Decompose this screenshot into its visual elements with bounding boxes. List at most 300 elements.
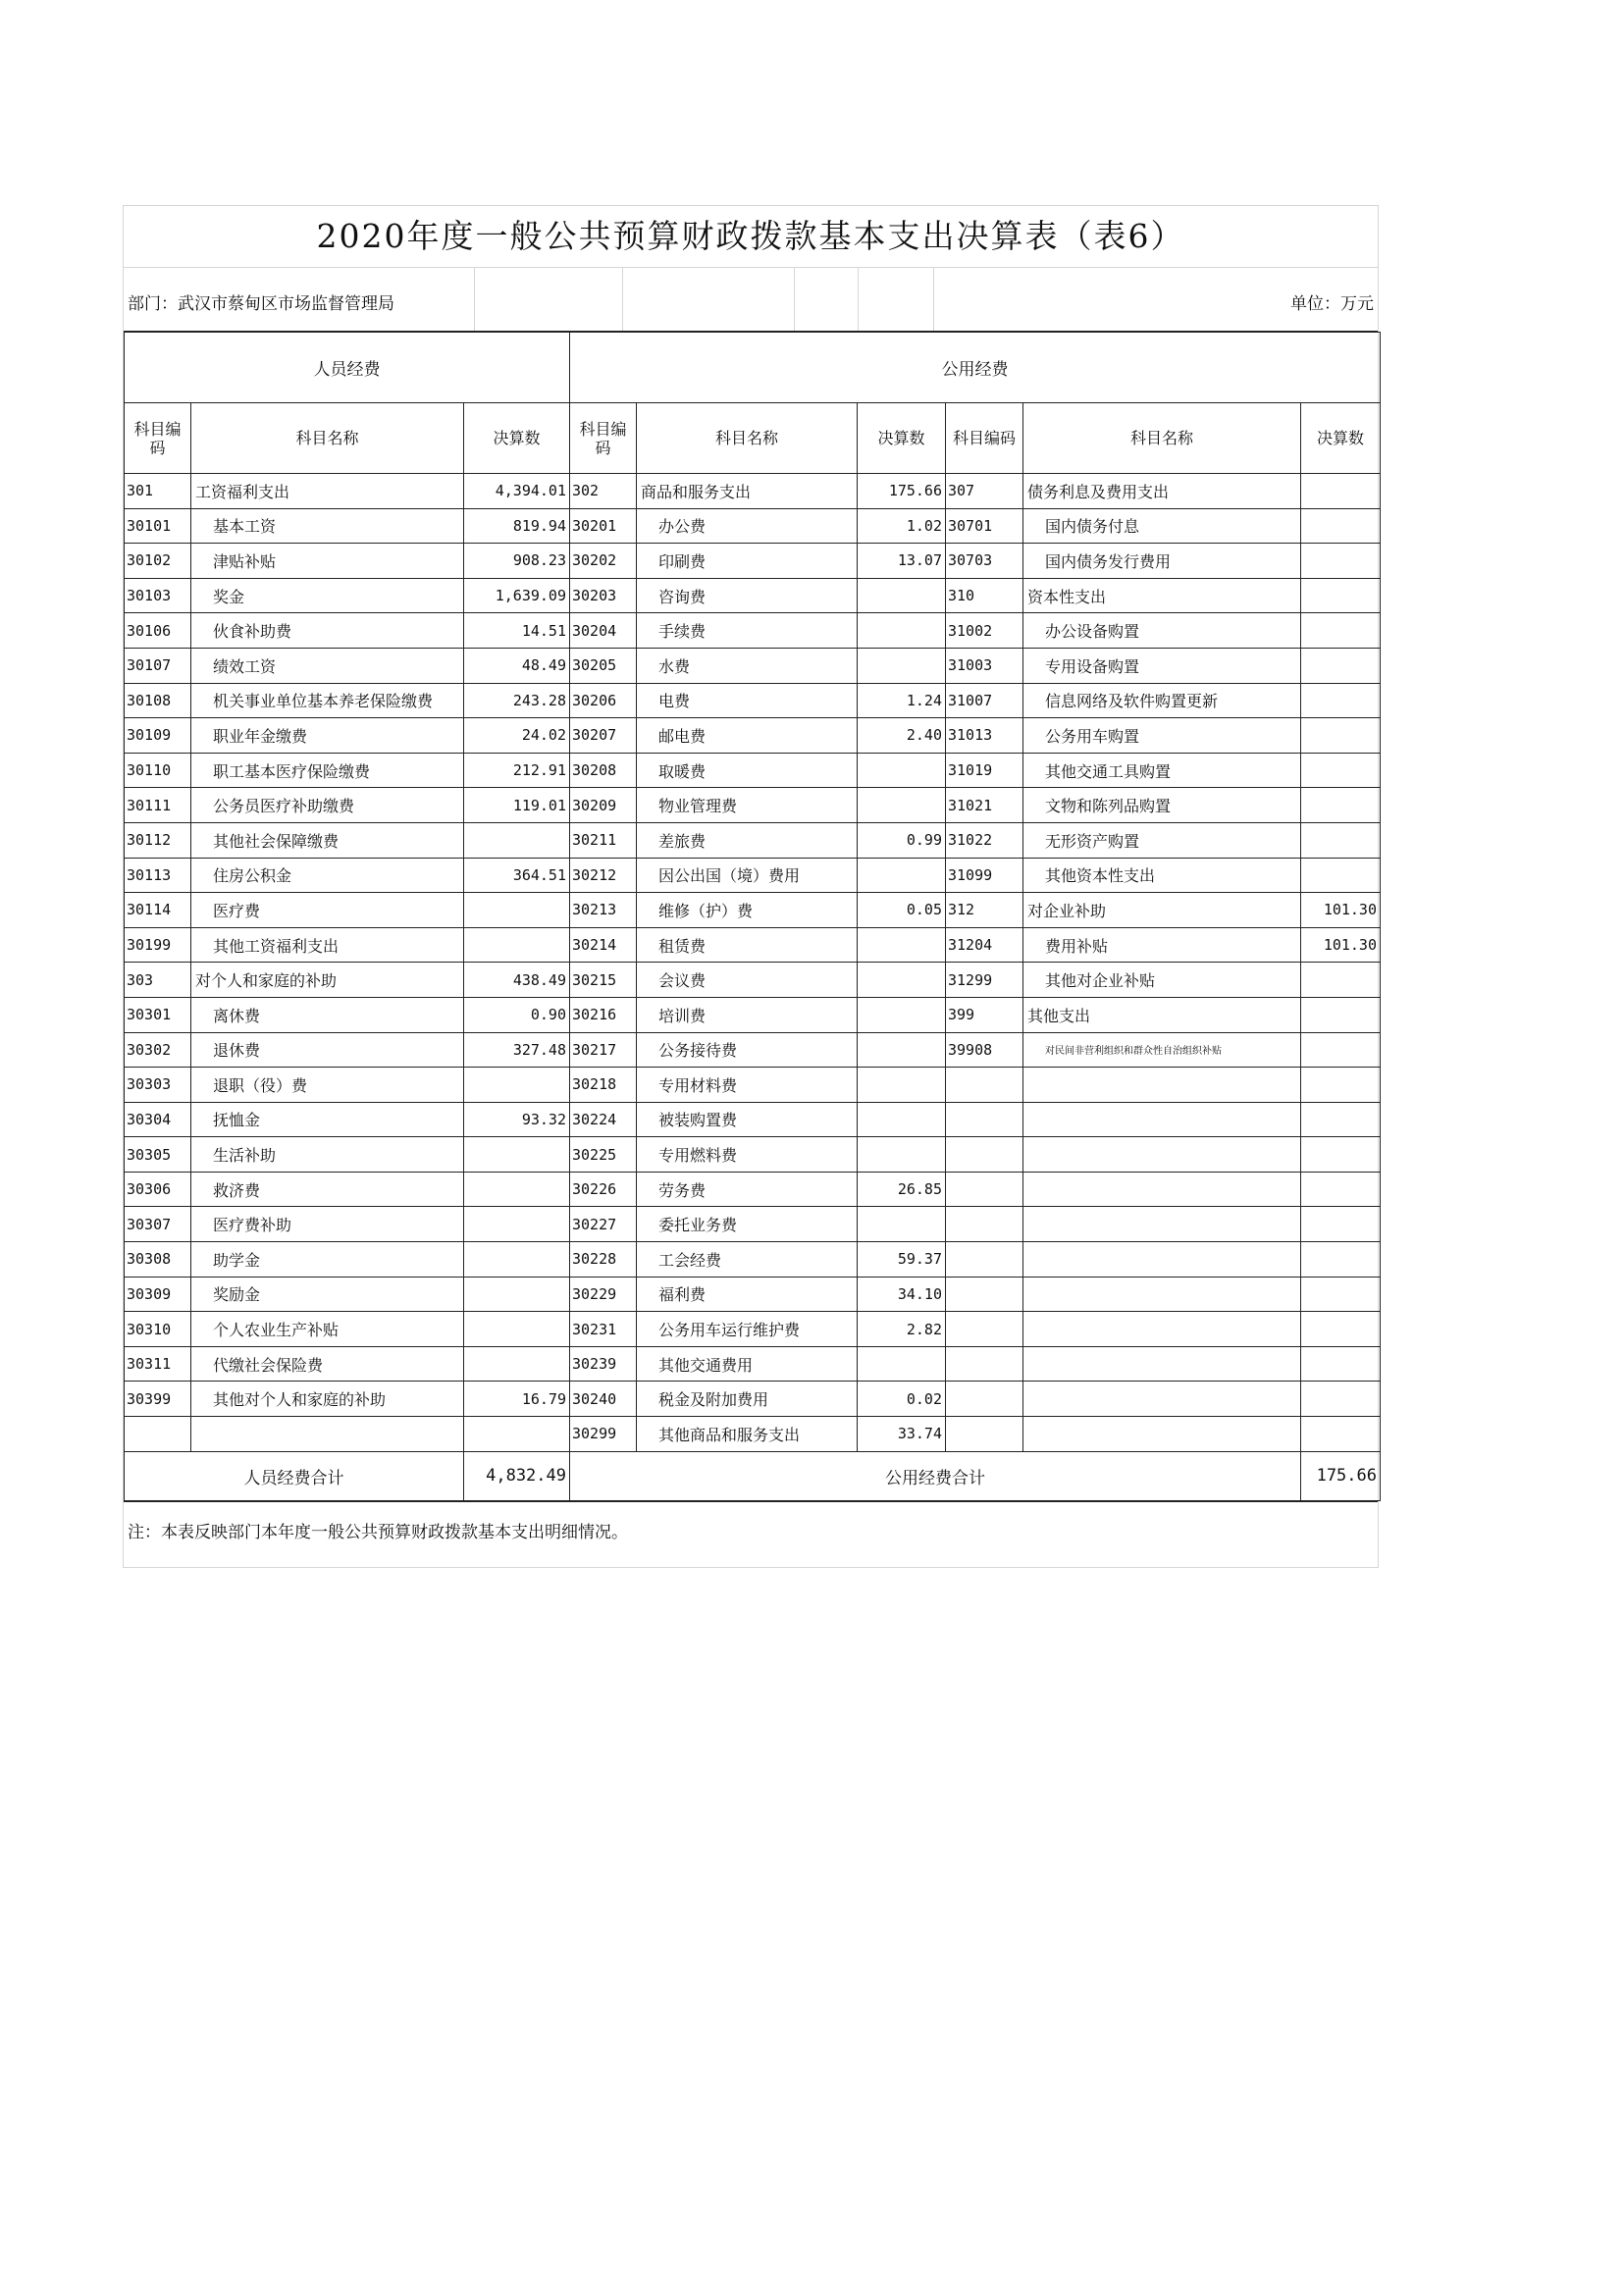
amount-cell [464,1242,570,1278]
personnel-total-label: 人员经费合计 [125,1451,464,1500]
subject-name [1023,1068,1301,1103]
col-header-name: 科目名称 [191,403,464,474]
amount-cell [1301,1312,1381,1347]
amount-cell [1301,1242,1381,1278]
table-row [125,1207,1381,1242]
subject-code: 30302 [125,1032,191,1068]
amount-cell: 1.02 [858,508,946,544]
subject-name: 国内债务发行费用 [1023,544,1301,579]
amount-cell [1301,1417,1381,1452]
table-row [125,1346,1381,1382]
subject-code: 310 [946,578,1023,613]
subject-code: 399 [946,997,1023,1032]
amount-cell: 13.07 [858,544,946,579]
subject-name [1023,1382,1301,1417]
subject-code: 307 [946,474,1023,509]
subject-code [946,1277,1023,1312]
table-row [125,1068,1381,1103]
expenditure-table [124,332,1381,1501]
amount-cell [858,963,946,998]
subject-code: 30225 [570,1137,637,1173]
subject-code [946,1242,1023,1278]
amount-cell [858,648,946,683]
subject-code: 30399 [125,1382,191,1417]
subject-name: 劳务费 [637,1172,858,1207]
subject-name: 其他商品和服务支出 [637,1417,858,1452]
amount-cell [1301,1102,1381,1137]
subject-code: 30107 [125,648,191,683]
subject-name: 对个人和家庭的补助 [191,963,464,998]
amount-cell: 175.66 [858,474,946,509]
amount-cell: 1,639.09 [464,578,570,613]
subject-code: 30206 [570,683,637,718]
amount-cell: 212.91 [464,753,570,788]
subject-code: 30224 [570,1102,637,1137]
amount-cell: 243.28 [464,683,570,718]
subject-name: 其他资本性支出 [1023,858,1301,893]
amount-cell [1301,613,1381,649]
amount-cell: 1.24 [858,683,946,718]
amount-cell: 16.79 [464,1382,570,1417]
amount-cell [1301,822,1381,858]
col-header-amount: 决算数 [464,403,570,474]
amount-cell [1301,648,1381,683]
subject-name [191,1417,464,1452]
unit-label: 单位：万元 [1290,294,1374,314]
subject-code: 30212 [570,858,637,893]
subject-name: 抚恤金 [191,1102,464,1137]
amount-cell [858,613,946,649]
amount-cell [464,1137,570,1173]
subject-code: 30211 [570,822,637,858]
subject-code: 30309 [125,1277,191,1312]
subject-code: 30311 [125,1346,191,1382]
table-row [125,753,1381,788]
amount-cell [1301,1346,1381,1382]
amount-cell [1301,858,1381,893]
amount-cell: 2.40 [858,718,946,754]
amount-cell: 48.49 [464,648,570,683]
table-row [125,997,1381,1032]
amount-cell [464,1207,570,1242]
table-row [125,1032,1381,1068]
subject-code: 30215 [570,963,637,998]
subject-name [1023,1346,1301,1382]
subject-code: 30109 [125,718,191,754]
subject-code [946,1172,1023,1207]
budget-sheet [123,205,1379,1568]
subject-name: 水费 [637,648,858,683]
subject-name: 其他对个人和家庭的补助 [191,1382,464,1417]
amount-cell [464,1312,570,1347]
table-row [125,1417,1381,1452]
subject-code [946,1346,1023,1382]
subject-code: 30213 [570,893,637,928]
subject-code: 312 [946,893,1023,928]
amount-cell: 327.48 [464,1032,570,1068]
subject-name: 电费 [637,683,858,718]
subject-name: 退职（役）费 [191,1068,464,1103]
subject-code: 30112 [125,822,191,858]
subject-name: 伙食补助费 [191,613,464,649]
subject-code: 31299 [946,963,1023,998]
amount-cell [464,1417,570,1452]
subject-name: 职业年金缴费 [191,718,464,754]
subject-code: 30217 [570,1032,637,1068]
table-row [125,683,1381,718]
subject-name: 其他支出 [1023,997,1301,1032]
subject-code [946,1068,1023,1103]
col-header-code: 科目编码 [570,403,637,474]
subject-name: 费用补贴 [1023,927,1301,963]
subject-name: 其他社会保障缴费 [191,822,464,858]
subject-name: 委托业务费 [637,1207,858,1242]
subject-name: 差旅费 [637,822,858,858]
subject-code: 30111 [125,788,191,823]
subject-name: 退休费 [191,1032,464,1068]
subject-code: 30103 [125,578,191,613]
subject-code: 31021 [946,788,1023,823]
amount-cell [1301,1137,1381,1173]
subject-code: 30218 [570,1068,637,1103]
subject-code: 303 [125,963,191,998]
department-label: 部门：武汉市蔡甸区市场监督管理局 [128,294,394,314]
subject-name: 津贴补贴 [191,544,464,579]
subject-code: 31013 [946,718,1023,754]
subject-name [1023,1242,1301,1278]
amount-cell: 14.51 [464,613,570,649]
subject-code [946,1207,1023,1242]
subject-code: 30239 [570,1346,637,1382]
subject-name: 办公费 [637,508,858,544]
subject-name: 生活补助 [191,1137,464,1173]
table-row [125,1312,1381,1347]
subject-name: 其他对企业补贴 [1023,963,1301,998]
subject-code: 31003 [946,648,1023,683]
group-header-row [125,333,1381,403]
amount-cell [1301,963,1381,998]
subject-name [1023,1137,1301,1173]
subject-code: 30209 [570,788,637,823]
group-header-personnel: 人员经费 [125,333,570,403]
subject-name: 个人农业生产补贴 [191,1312,464,1347]
subject-name: 手续费 [637,613,858,649]
amount-cell [858,1137,946,1173]
column-header-row [125,403,1381,474]
subject-name: 公务接待费 [637,1032,858,1068]
subject-name: 其他交通工具购置 [1023,753,1301,788]
subject-code: 30301 [125,997,191,1032]
amount-cell [464,927,570,963]
subject-code: 30199 [125,927,191,963]
amount-cell [858,1068,946,1103]
amount-cell [464,1277,570,1312]
subject-code: 30307 [125,1207,191,1242]
table-row [125,822,1381,858]
amount-cell [464,893,570,928]
amount-cell [858,858,946,893]
subject-name: 机关事业单位基本养老保险缴费 [191,683,464,718]
subject-name: 职工基本医疗保险缴费 [191,753,464,788]
amount-cell: 0.99 [858,822,946,858]
amount-cell [1301,997,1381,1032]
amount-cell: 4,394.01 [464,474,570,509]
subject-name: 工会经费 [637,1242,858,1278]
amount-cell [1301,1207,1381,1242]
amount-cell [1301,1277,1381,1312]
subject-code: 30202 [570,544,637,579]
amount-cell [464,822,570,858]
table-row [125,544,1381,579]
subject-code: 30101 [125,508,191,544]
table-row [125,1277,1381,1312]
subject-name: 咨询费 [637,578,858,613]
subject-name: 公务用车运行维护费 [637,1312,858,1347]
subject-name: 公务用车购置 [1023,718,1301,754]
subject-code: 30231 [570,1312,637,1347]
subject-code: 30240 [570,1382,637,1417]
subject-name: 会议费 [637,963,858,998]
amount-cell [1301,683,1381,718]
amount-cell [1301,1032,1381,1068]
subject-name: 其他工资福利支出 [191,927,464,963]
subject-name: 信息网络及软件购置更新 [1023,683,1301,718]
amount-cell: 101.30 [1301,893,1381,928]
subject-code: 30703 [946,544,1023,579]
amount-cell: 24.02 [464,718,570,754]
table-row [125,508,1381,544]
amount-cell: 438.49 [464,963,570,998]
col-header-code: 科目编码 [125,403,191,474]
subject-name: 无形资产购置 [1023,822,1301,858]
amount-cell [858,753,946,788]
table-row [125,648,1381,683]
sheet-meta-row [124,268,1378,332]
amount-cell [464,1172,570,1207]
subject-name: 奖金 [191,578,464,613]
subject-name: 维修（护）费 [637,893,858,928]
subject-code: 30701 [946,508,1023,544]
subject-code: 30110 [125,753,191,788]
amount-cell [858,578,946,613]
table-row [125,718,1381,754]
subject-name: 专用材料费 [637,1068,858,1103]
amount-cell: 101.30 [1301,927,1381,963]
subject-name: 培训费 [637,997,858,1032]
subject-name [1023,1277,1301,1312]
subject-name [1023,1312,1301,1347]
group-header-public: 公用经费 [570,333,1381,403]
subject-name: 商品和服务支出 [637,474,858,509]
amount-cell [858,1032,946,1068]
subject-code: 30216 [570,997,637,1032]
subject-name [1023,1417,1301,1452]
subject-name: 福利费 [637,1277,858,1312]
subject-name: 取暖费 [637,753,858,788]
amount-cell [858,927,946,963]
subject-name: 离休费 [191,997,464,1032]
amount-cell [858,1207,946,1242]
subject-name [1023,1102,1301,1137]
subject-name: 文物和陈列品购置 [1023,788,1301,823]
amount-cell: 908.23 [464,544,570,579]
subject-name: 办公设备购置 [1023,613,1301,649]
amount-cell [858,1102,946,1137]
subject-code: 30299 [570,1417,637,1452]
subject-name: 医疗费补助 [191,1207,464,1242]
subject-name [1023,1172,1301,1207]
subject-code: 30214 [570,927,637,963]
subject-code: 31204 [946,927,1023,963]
amount-cell [1301,474,1381,509]
subject-name: 奖励金 [191,1277,464,1312]
subject-code: 30106 [125,613,191,649]
subject-name: 绩效工资 [191,648,464,683]
personnel-total-amount: 4,832.49 [464,1451,570,1500]
amount-cell [1301,753,1381,788]
amount-cell: 93.32 [464,1102,570,1137]
amount-cell: 0.05 [858,893,946,928]
subject-name: 医疗费 [191,893,464,928]
totals-row [125,1451,1381,1500]
subject-name: 其他交通费用 [637,1346,858,1382]
amount-cell [858,1346,946,1382]
subject-name: 邮电费 [637,718,858,754]
subject-name: 助学金 [191,1242,464,1278]
col-header-code: 科目编码 [946,403,1023,474]
subject-code: 30203 [570,578,637,613]
subject-code: 31022 [946,822,1023,858]
amount-cell: 26.85 [858,1172,946,1207]
subject-name: 税金及附加费用 [637,1382,858,1417]
table-row [125,613,1381,649]
subject-code [946,1417,1023,1452]
subject-code: 30102 [125,544,191,579]
footnote: 注：本表反映部门本年度一般公共预算财政拨款基本支出明细情况。 [124,1501,1378,1567]
amount-cell: 819.94 [464,508,570,544]
subject-code [946,1382,1023,1417]
subject-code: 30201 [570,508,637,544]
subject-name: 对企业补助 [1023,893,1301,928]
subject-code [946,1312,1023,1347]
subject-code: 301 [125,474,191,509]
subject-code: 31007 [946,683,1023,718]
subject-name: 基本工资 [191,508,464,544]
subject-code: 30227 [570,1207,637,1242]
subject-name: 资本性支出 [1023,578,1301,613]
table-row [125,788,1381,823]
amount-cell: 119.01 [464,788,570,823]
subject-code [125,1417,191,1452]
subject-name: 物业管理费 [637,788,858,823]
subject-code: 302 [570,474,637,509]
amount-cell [1301,1382,1381,1417]
amount-cell [858,997,946,1032]
amount-cell [464,1068,570,1103]
subject-name: 专用设备购置 [1023,648,1301,683]
subject-code: 30308 [125,1242,191,1278]
table-row [125,1102,1381,1137]
table-row [125,1172,1381,1207]
subject-code: 30207 [570,718,637,754]
subject-code: 30229 [570,1277,637,1312]
subject-name [1023,1207,1301,1242]
public-total-amount: 175.66 [1301,1451,1381,1500]
subject-name: 被装购置费 [637,1102,858,1137]
subject-name: 工资福利支出 [191,474,464,509]
subject-code: 30113 [125,858,191,893]
table-row [125,474,1381,509]
subject-name: 救济费 [191,1172,464,1207]
subject-code: 31099 [946,858,1023,893]
subject-name: 对民间非营利组织和群众性自治组织补贴 [1023,1032,1301,1068]
subject-code: 30208 [570,753,637,788]
table-row [125,858,1381,893]
amount-cell: 0.90 [464,997,570,1032]
subject-code: 30204 [570,613,637,649]
subject-code [946,1102,1023,1137]
col-header-amount: 决算数 [1301,403,1381,474]
subject-code: 30303 [125,1068,191,1103]
subject-name: 公务员医疗补助缴费 [191,788,464,823]
subject-name: 因公出国（境）费用 [637,858,858,893]
subject-code: 30114 [125,893,191,928]
amount-cell [1301,544,1381,579]
table-row [125,927,1381,963]
amount-cell: 2.82 [858,1312,946,1347]
amount-cell [858,788,946,823]
amount-cell [1301,1068,1381,1103]
subject-name: 代缴社会保险费 [191,1346,464,1382]
table-row [125,1137,1381,1173]
subject-code: 30228 [570,1242,637,1278]
table-row [125,893,1381,928]
subject-name: 租赁费 [637,927,858,963]
amount-cell: 34.10 [858,1277,946,1312]
subject-code: 30226 [570,1172,637,1207]
subject-name: 住房公积金 [191,858,464,893]
subject-name: 国内债务付息 [1023,508,1301,544]
subject-name: 债务利息及费用支出 [1023,474,1301,509]
amount-cell: 364.51 [464,858,570,893]
subject-code: 30108 [125,683,191,718]
amount-cell [464,1346,570,1382]
sheet-title: 2020年度一般公共预算财政拨款基本支出决算表（表6） [124,206,1378,268]
amount-cell [1301,1172,1381,1207]
subject-code: 31019 [946,753,1023,788]
amount-cell: 0.02 [858,1382,946,1417]
subject-code: 30306 [125,1172,191,1207]
amount-cell [1301,788,1381,823]
amount-cell [1301,508,1381,544]
table-row [125,963,1381,998]
subject-code [946,1137,1023,1173]
subject-name: 专用燃料费 [637,1137,858,1173]
col-header-name: 科目名称 [637,403,858,474]
amount-cell [1301,578,1381,613]
amount-cell [1301,718,1381,754]
table-row [125,578,1381,613]
subject-code: 30310 [125,1312,191,1347]
subject-code: 30304 [125,1102,191,1137]
amount-cell: 59.37 [858,1242,946,1278]
col-header-amount: 决算数 [858,403,946,474]
table-row [125,1242,1381,1278]
subject-code: 30305 [125,1137,191,1173]
amount-cell: 33.74 [858,1417,946,1452]
subject-code: 31002 [946,613,1023,649]
subject-code: 30205 [570,648,637,683]
